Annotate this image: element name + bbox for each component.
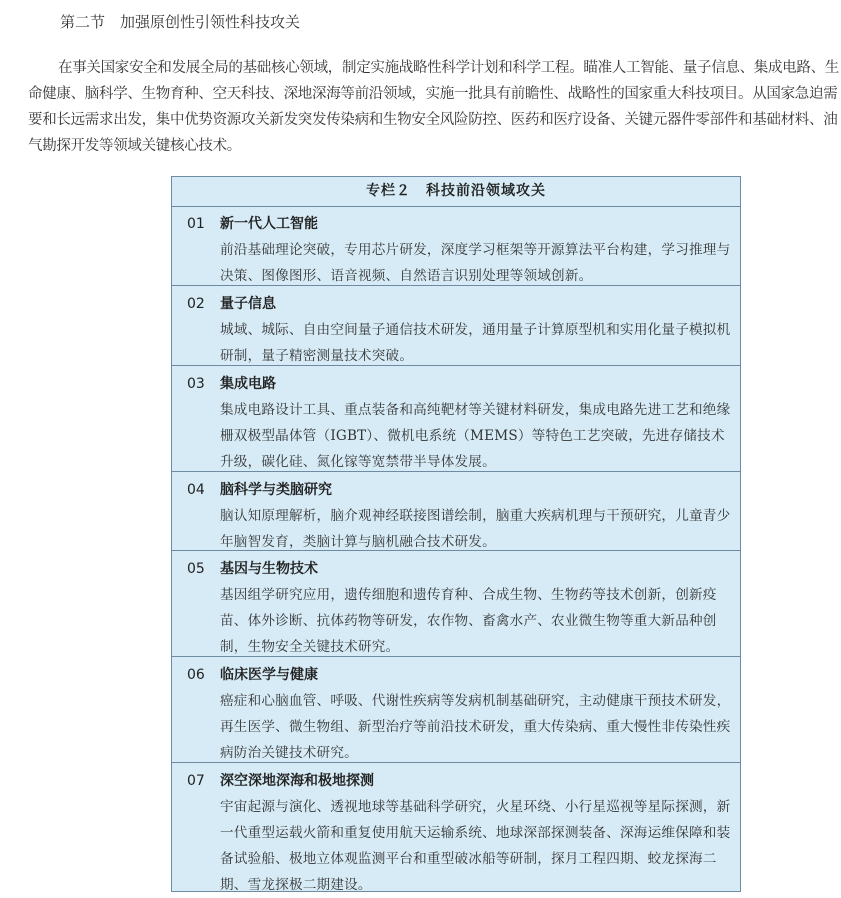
- row-number: 06: [187, 667, 205, 683]
- row-title: 新一代人工智能: [220, 216, 318, 232]
- box-row-07: [172, 763, 740, 891]
- box-row-03: [172, 366, 740, 472]
- box-row-05: [172, 551, 740, 657]
- row-title: 脑科学与类脑研究: [220, 482, 332, 498]
- row-number: 04: [187, 482, 205, 498]
- row-description: 城域、城际、自由空间量子通信技术研发，通用量子计算原型机和实用化量子模拟机研制，量子精密测量技术突破。: [220, 322, 731, 364]
- row-number: 01: [187, 216, 205, 232]
- row-title: 量子信息: [220, 296, 276, 312]
- box-row-02: [172, 286, 740, 366]
- row-description: 脑认知原理解析，脑介观神经联接图谱绘制，脑重大疾病机理与干预研究，儿童青少年脑智发育，类脑计算与脑机融合技术研发。: [220, 508, 731, 550]
- section-title: 第二节 加强原创性引领性科技攻关: [60, 13, 301, 31]
- row-title: 深空深地深海和极地探测: [220, 773, 374, 789]
- row-number: 07: [187, 773, 205, 789]
- feature-box: [171, 176, 741, 892]
- row-description: 基因组学研究应用，遗传细胞和遗传育种、合成生物、生物药等技术创新，创新疫苗、体外诊断、抗体药物等研发，农作物、畜禽水产、农业微生物等重大新品种创制，生物安全关键技术研究。: [220, 587, 717, 655]
- row-description: 宇宙起源与演化、透视地球等基础科学研究，火星环绕、小行星巡视等星际探测，新一代重型运载火箭和重复使用航天运输系统、地球深部探测装备、深海运维保障和装备试验船、极地立体观监测平台和重型破冰船等研制，探月工程四期、蛟龙探海二期、雪龙探极二期建设。: [220, 799, 731, 893]
- box-title: 专栏２ 科技前沿领域攻关: [172, 177, 740, 207]
- box-row-06: [172, 657, 740, 763]
- row-title: 集成电路: [220, 376, 276, 392]
- intro-paragraph: 在事关国家安全和发展全局的基础核心领域，制定实施战略性科学计划和科学工程。瞄准人工智能、量子信息、集成电路、生命健康、脑科学、生物育种、空天科技、深地深海等前沿领域，实施一批具有前瞻性、战略性的国家重大科技项目。从国家急迫需要和长远需求出发，集中优势资源攻关新发突发传染病和生物安全风险防控、医药和医疗设备、关键元器件零部件和基础材料、油气勘探开发等领域关键核心技术。: [28, 60, 839, 154]
- row-number: 05: [187, 561, 205, 577]
- row-description: 前沿基础理论突破，专用芯片研发，深度学习框架等开源算法平台构建，学习推理与决策、图像图形、语音视频、自然语言识别处理等领域创新。: [220, 242, 731, 284]
- row-title: 基因与生物技术: [220, 561, 318, 577]
- row-number: 03: [187, 376, 205, 392]
- box-row-04: [172, 472, 740, 551]
- row-description: 癌症和心脑血管、呼吸、代谢性疾病等发病机制基础研究，主动健康干预技术研发，再生医学、微生物组、新型治疗等前沿技术研发，重大传染病、重大慢性非传染性疾病防治关键技术研究。: [220, 693, 731, 761]
- row-number: 02: [187, 296, 205, 312]
- box-row-01: [172, 206, 740, 286]
- row-description: 集成电路设计工具、重点装备和高纯靶材等关键材料研发，集成电路先进工艺和绝缘栅双极型晶体管（IGBT）、微机电系统（MEMS）等特色工艺突破，先进存储技术升级，碳化硅、氮化镓等宽禁带半导体发展。: [220, 402, 731, 470]
- row-title: 临床医学与健康: [220, 667, 318, 683]
- box-rows: [172, 206, 740, 891]
